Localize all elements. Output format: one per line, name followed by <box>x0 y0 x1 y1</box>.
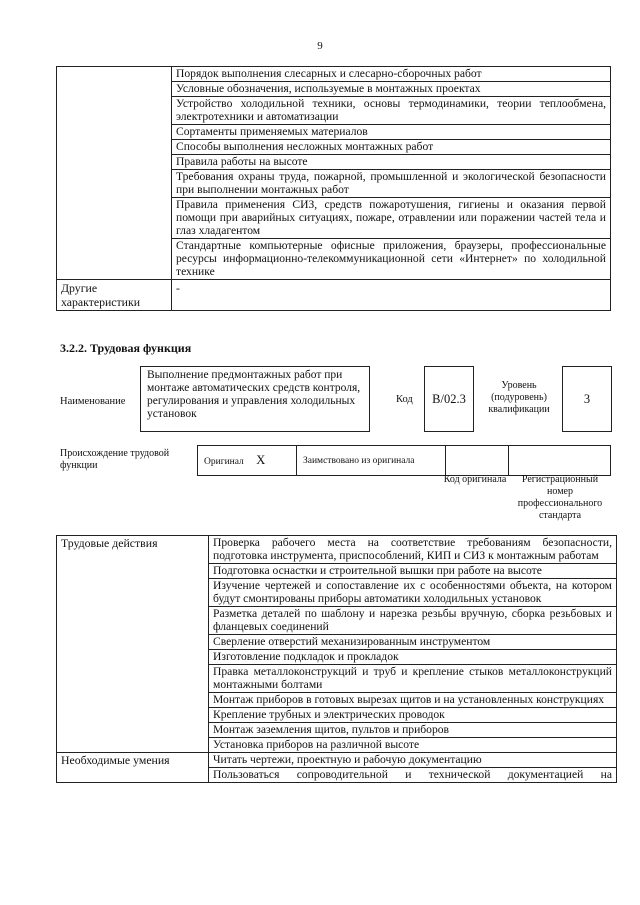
other-characteristics-value: - <box>172 280 611 311</box>
labor-actions-label: Трудовые действия <box>57 536 209 753</box>
code-label: Код <box>396 394 413 405</box>
original-cell <box>198 446 297 476</box>
original-mark: X <box>256 453 266 467</box>
table1-row: Правила применения СИЗ, средств пожаротушения, гигиены и оказания первой помощи при аварийных ситуациях, пожаре, отравлении или поражении частей тела и глаз хладагентом <box>172 198 611 239</box>
table1-row: Устройство холодильной техники, основы термодинамики, теории теплообмена, электротехники и автоматизации <box>172 97 611 125</box>
skill-row: Читать чертежи, проектную и рабочую документацию <box>209 753 617 768</box>
labor-action-row: Правка металлоконструкций и труб и крепление стыков металлоконструкций монтажными болтами <box>209 665 617 693</box>
borrowed-label: Заимствовано из оригинала <box>297 446 446 476</box>
labor-action-row: Сверление отверстий механизированным инструментом <box>209 635 617 650</box>
labor-action-row: Проверка рабочего места на соответствие требованиям безопасности, подготовка инструмента, приспособлений, КИП и СИЗ к монтажным работам <box>209 536 617 564</box>
labor-action-row: Крепление трубных и электрических проводок <box>209 708 617 723</box>
table1-row: Правила работы на высоте <box>172 155 611 170</box>
function-code-box <box>424 366 474 432</box>
table1-left-cell <box>57 67 172 280</box>
labor-action-row: Изучение чертежей и сопоставление их с особенностями объекта, на котором будут смонтированы приборы автоматики холодильных установок <box>209 579 617 607</box>
table1-row: Сортаменты применяемых материалов <box>172 125 611 140</box>
reg-number-cell <box>509 446 611 476</box>
other-characteristics-label: Другие характеристики <box>57 280 172 311</box>
table1-row: Порядок выполнения слесарных и слесарно-сборочных работ <box>172 67 611 82</box>
original-label: Оригинал <box>204 457 244 467</box>
origin-label: Происхождение трудовой функции <box>60 448 170 471</box>
level-label: Уровень (подуровень) квалификации <box>488 380 550 415</box>
skill-row: Пользоваться сопроводительной и технической документацией на <box>209 768 617 783</box>
labor-action-row: Изготовление подкладок и прокладок <box>209 650 617 665</box>
code-original-cell <box>446 446 509 476</box>
page-number: 9 <box>317 40 323 52</box>
reg-number-label: Регистрационный номер профессионального стандарта <box>517 474 603 521</box>
table1-row: Способы выполнения несложных монтажных работ <box>172 140 611 155</box>
labor-action-row: Монтаж заземления щитов, пультов и приборов <box>209 723 617 738</box>
labor-action-row: Подготовка оснастки и строительной вышки при работе на высоте <box>209 564 617 579</box>
labor-action-row: Разметка деталей по шаблону и нарезка резьбы вручную, сборка резьбовых и фланцевых соединений <box>209 607 617 635</box>
labor-action-row: Монтаж приборов в готовых вырезах щитов и на установленных конструкциях <box>209 693 617 708</box>
function-code-value: B/02.3 <box>432 391 466 406</box>
section-heading: 3.2.2. Трудовая функция <box>60 341 192 355</box>
table1-row: Условные обозначения, используемые в монтажных проектах <box>172 82 611 97</box>
table1-row: Требования охраны труда, пожарной, промышленной и экологической безопасности при выполнении монтажных работ <box>172 170 611 198</box>
function-name-box: Выполнение предмонтажных работ при монтаже автоматических средств контроля, регулирования и управления холодильных установок <box>140 366 370 432</box>
knowledge-table <box>56 66 611 311</box>
origin-table <box>197 445 611 476</box>
level-box <box>562 366 612 432</box>
code-original-label: Код оригинала <box>443 474 507 485</box>
skills-label: Необходимые умения <box>57 753 209 783</box>
labor-actions-table <box>56 535 617 783</box>
labor-action-row: Установка приборов на различной высоте <box>209 738 617 753</box>
table1-row: Стандартные компьютерные офисные приложения, браузеры, профессиональные ресурсы информационно-телекоммуникационной сети «Интернет» по холодильной технике <box>172 239 611 280</box>
name-label: Наименование <box>60 396 126 407</box>
level-value: 3 <box>583 391 591 406</box>
